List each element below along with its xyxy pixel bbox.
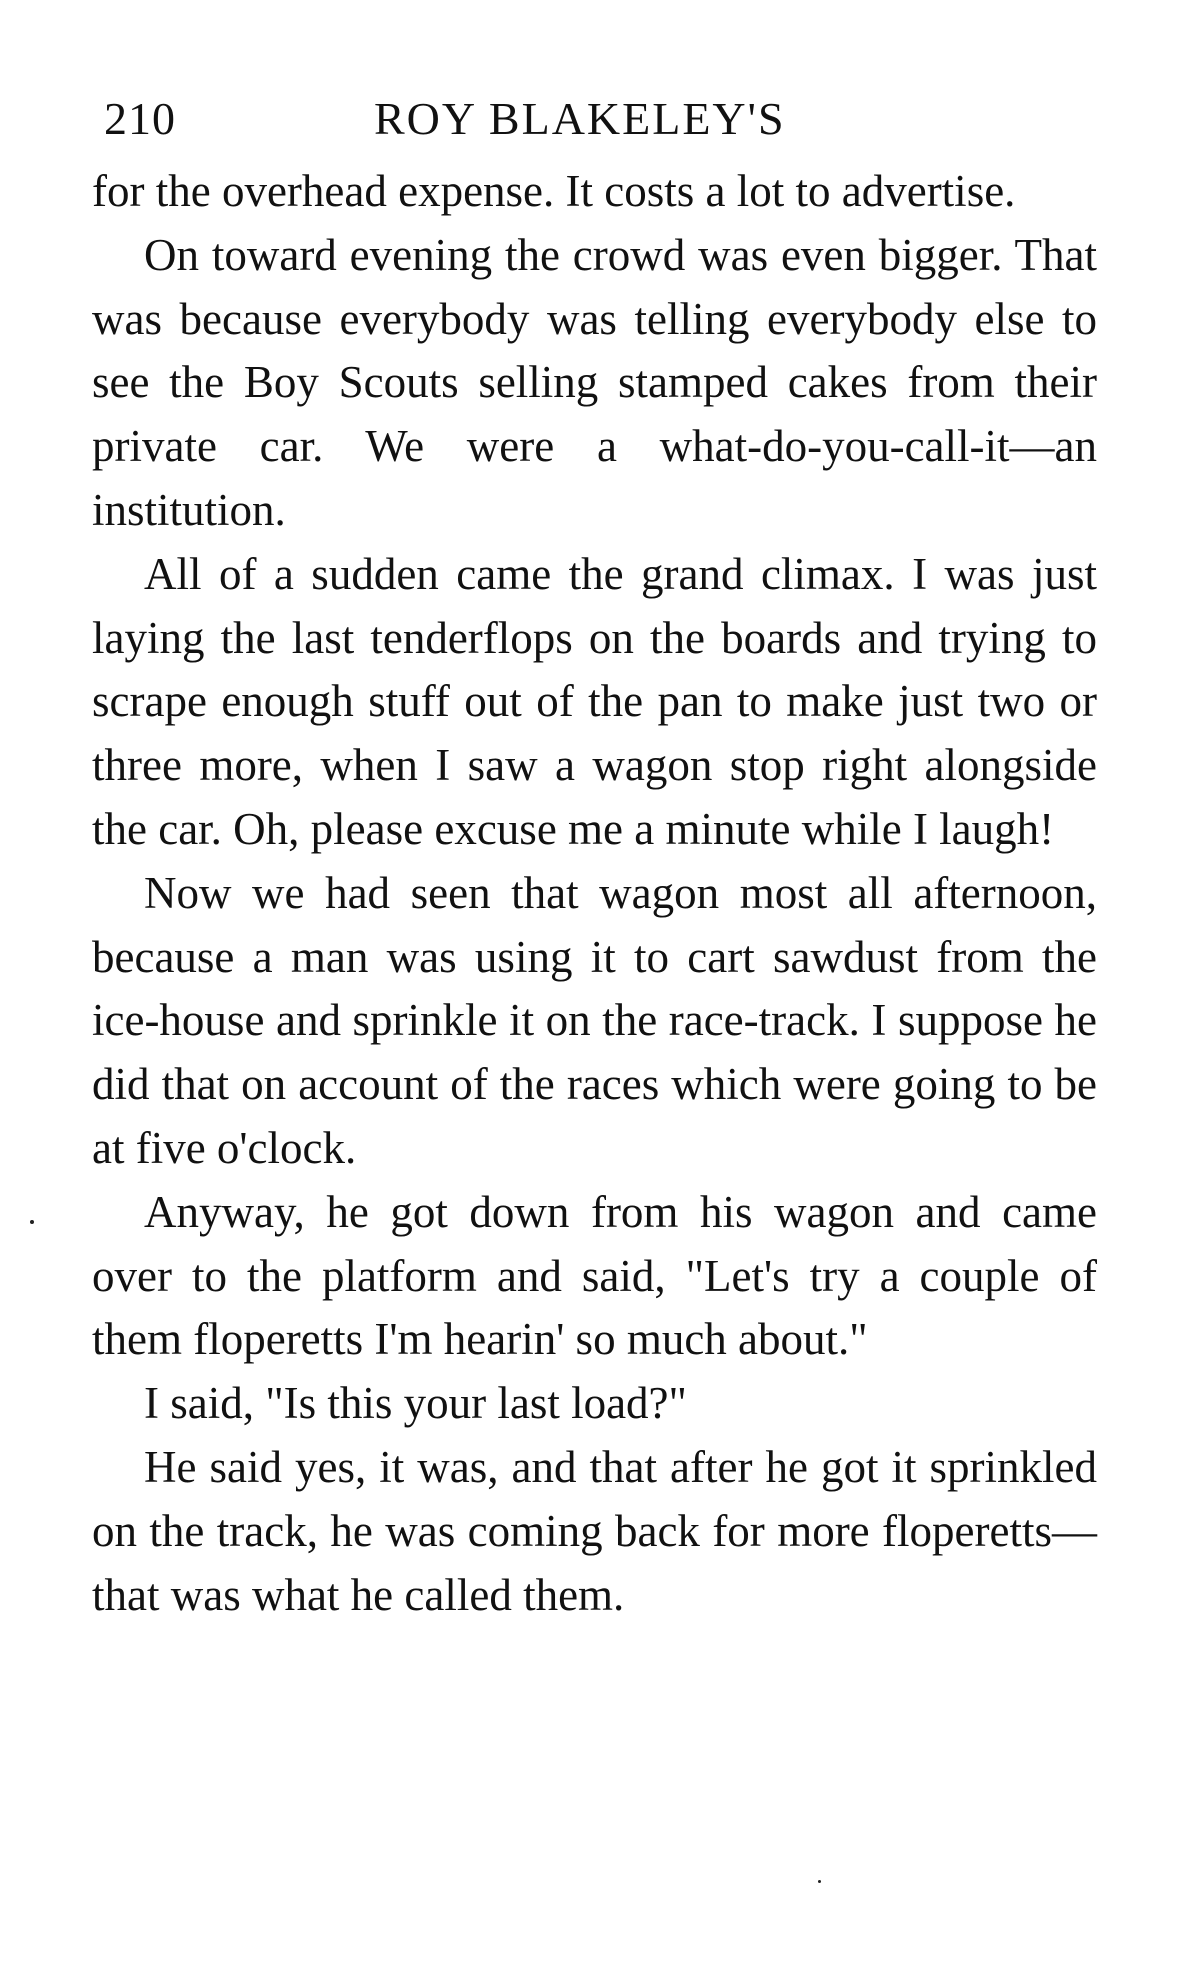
paragraph-5: Anyway, he got down from his wagon and came over to the platform and said, "Let's try a couple of them floperetts I'm hearin' so much about." <box>92 1186 1097 1365</box>
book-page <box>92 92 1097 1627</box>
body-text <box>92 160 1097 1627</box>
paragraph-2: On toward evening the crowd was even bigger. That was because everybody was telling everybody else to see the Boy Scouts selling stamped cakes from their private car. We were a what-do-you-call-it—an institution. <box>92 229 1097 535</box>
running-head <box>92 92 1097 152</box>
paragraph-4: Now we had seen that wagon most all afternoon, because a man was using it to cart sawdust from the ice-house and sprinkle it on the race-track. I suppose he did that on account of the races which were going to be at five o'clock. <box>92 867 1097 1173</box>
running-title: ROY BLAKELEY'S <box>374 93 786 144</box>
scan-speck <box>30 1220 34 1224</box>
paragraph-3: All of a sudden came the grand climax. I was just laying the last tenderflops on the boards and trying to scrape enough stuff out of the pan to make just two or three more, when I saw a wagon stop right alongside the car. Oh, please excuse me a minute while I laugh! <box>92 548 1097 854</box>
paragraph-7: He said yes, it was, and that after he got it sprinkled on the track, he was coming back for more floperetts—that was what he called them. <box>92 1441 1097 1620</box>
page-number: 210 <box>104 93 176 144</box>
paragraph-6: I said, "Is this your last load?" <box>144 1378 687 1429</box>
paragraph-1: for the overhead expense. It costs a lot to advertise. <box>92 166 1016 216</box>
scan-speck <box>818 1880 821 1883</box>
